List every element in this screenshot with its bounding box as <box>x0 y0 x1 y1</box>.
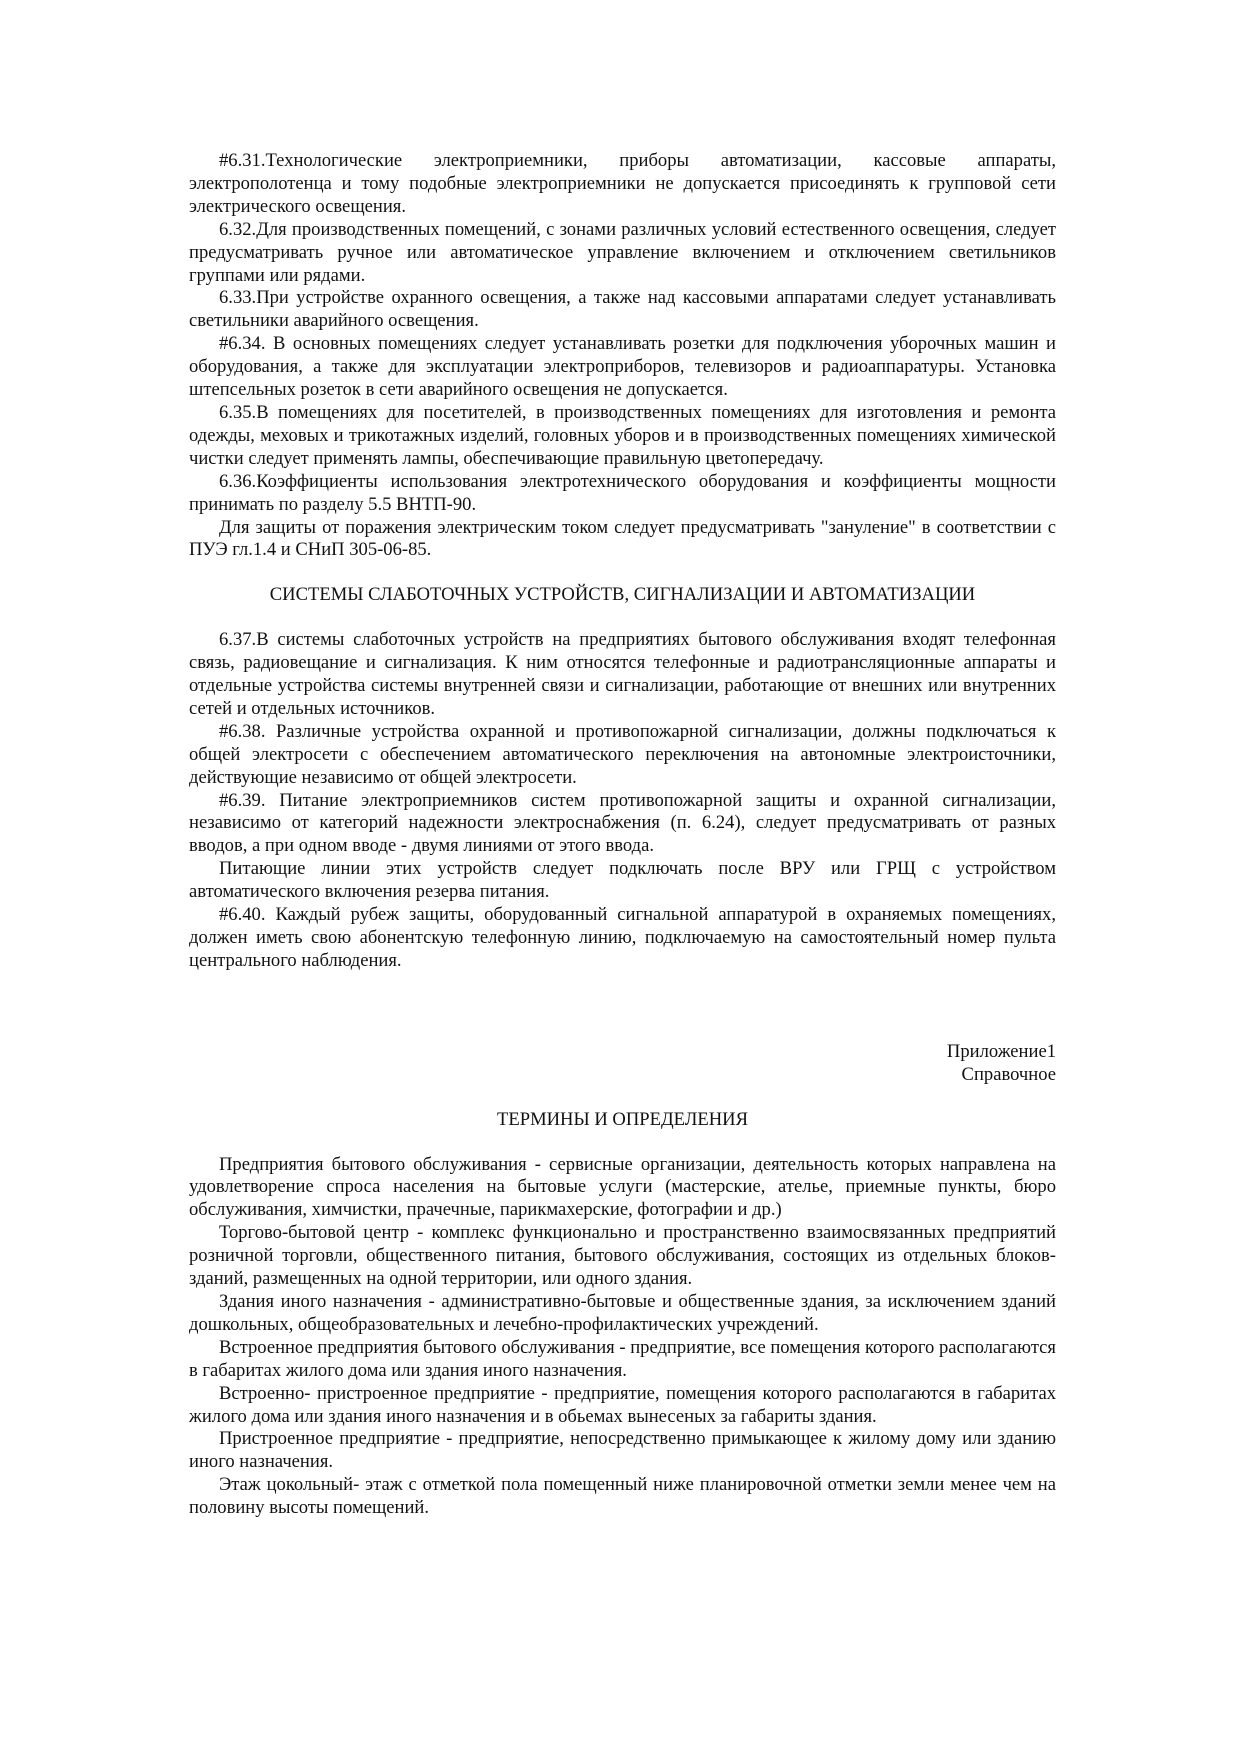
paragraph-6-39: #6.39. Питание электроприемников систем противопожарной защиты и охранной сигнализации, независимо от категорий надежности электроснабжения (п. 6.24), следует предусматривать от разных вводов, а при одном вводе - двумя линиями от этого ввода. <box>189 789 1056 857</box>
term-built-in: Встроенное предприятия бытового обслуживания - предприятие, все помещения которого располагаются в габаритах жилого дома или здания иного назначения. <box>189 1336 1056 1381</box>
term-other-buildings: Здания иного назначения - административно-бытовые и общественные здания, за исключением зданий дошкольных, общеобразовательных и лечебно-профилактических учреждений. <box>189 1290 1056 1335</box>
paragraph-supply-lines: Питающие линии этих устройств следует подключать после ВРУ или ГРЩ с устройством автоматического включения резерва питания. <box>189 858 1056 903</box>
appendix-type: Справочное <box>961 1063 1056 1085</box>
document-page <box>189 150 1056 1520</box>
term-built-in-attached: Встроенно- пристроенное предприятие - предприятие, помещения которого располагаются в габаритах жилого дома или здания иного назначения и в обьемах вынесеных за габариты здания. <box>189 1382 1056 1427</box>
paragraph-6-40: #6.40. Каждый рубеж защиты, оборудованный сигнальной аппаратурой в охраняемых помещениях, должен иметь свою абонентскую телефонную линию, подключаемую на самостоятельный номер пульта центрального наблюдения. <box>189 904 1056 971</box>
paragraph-6-31: #6.31.Технологические электроприемники, приборы автоматизации, кассовые аппараты, электрополотенца и тому подобные электроприемники не допускается присоединять к групповой сети электрического освещения. <box>189 150 1056 217</box>
appendix-number: Приложение1 <box>946 1040 1056 1062</box>
term-enterprises: Предприятия бытового обслуживания - сервисные организации, деятельность которых направлена на удовлетворение спроса населения на бытовые услуги (мастерские, ателье, приемные пункты, бюро обслуживания, химчистки, прачечные, парикмахерские, фотографии и др.) <box>189 1153 1056 1221</box>
paragraph-6-37: 6.37.В системы слаботочных устройств на предприятиях бытового обслуживания входят телефонная связь, радиовещание и сигнализация. К ним относятся телефонные и радиотрансляционные аппараты и отдельные устройства системы внутренней связи и сигнализации, работающие от внешних или внутренних сетей и отдельных источников. <box>189 629 1056 719</box>
paragraph-grounding: Для защиты от поражения электрическим током следует предусматривать "зануление" в соответствии с ПУЭ гл.1.4 и СНиП 305-06-85. <box>189 516 1056 561</box>
paragraph-6-34: #6.34. В основных помещениях следует устанавливать розетки для подключения уборочных машин и оборудования, а также для эксплуатации электроприборов, телевизоров и радиоаппаратуры. Установка штепсельных розеток в сети аварийного освещения не допускается. <box>189 333 1056 401</box>
term-basement-floor: Этаж цокольный- этаж с отметкой пола помещенный ниже планировочной отметки земли менее чем на половину высоты помещений. <box>189 1474 1056 1519</box>
term-trade-center: Торгово-бытовой центр - комплекс функционально и пространственно взаимосвязанных предприятий розничной торговли, общественного питания, бытового обслуживания, состоящих из отдельных блоков-зданий, размещенных на одной территории, или одного здания. <box>189 1222 1056 1290</box>
paragraph-6-38: #6.38. Различные устройства охранной и противопожарной сигнализации, должны подключаться к общей электросети с обеспечением автоматического переключения на автономные электроисточники, действующие независимо от общей электросети. <box>189 720 1056 788</box>
paragraph-6-32: 6.32.Для производственных помещений, с зонами различных условий естественного освещения, следует предусматривать ручное или автоматическое управление включением и отключением светильников группами или рядами. <box>189 218 1056 286</box>
section-heading-systems: СИСТЕМЫ СЛАБОТОЧНЫХ УСТРОЙСТВ, СИГНАЛИЗАЦИИ И АВТОМАТИЗАЦИИ <box>269 584 976 606</box>
term-attached: Пристроенное предприятие - предприятие, непосредственно примыкающее к жилому дому или зданию иного назначения. <box>189 1428 1056 1473</box>
paragraph-6-35: 6.35.В помещениях для посетителей, в производственных помещениях для изготовления и ремонта одежды, меховых и трикотажных изделий, головных уборов и в производственных помещениях химической чистки следует применять лампы, обеспечивающие правильную цветопередачу. <box>189 401 1056 469</box>
paragraph-6-33: 6.33.При устройстве охранного освещения, а также над кассовыми аппаратами следует устанавливать светильники аварийного освещения. <box>189 287 1056 332</box>
paragraph-6-36: 6.36.Коэффициенты использования электротехнического оборудования и коэффициенты мощности принимать по разделу 5.5 ВНТП-90. <box>189 470 1056 515</box>
section-heading-terms: ТЕРМИНЫ И ОПРЕДЕЛЕНИЯ <box>497 1108 748 1130</box>
appendix-label-block <box>189 1041 1056 1087</box>
